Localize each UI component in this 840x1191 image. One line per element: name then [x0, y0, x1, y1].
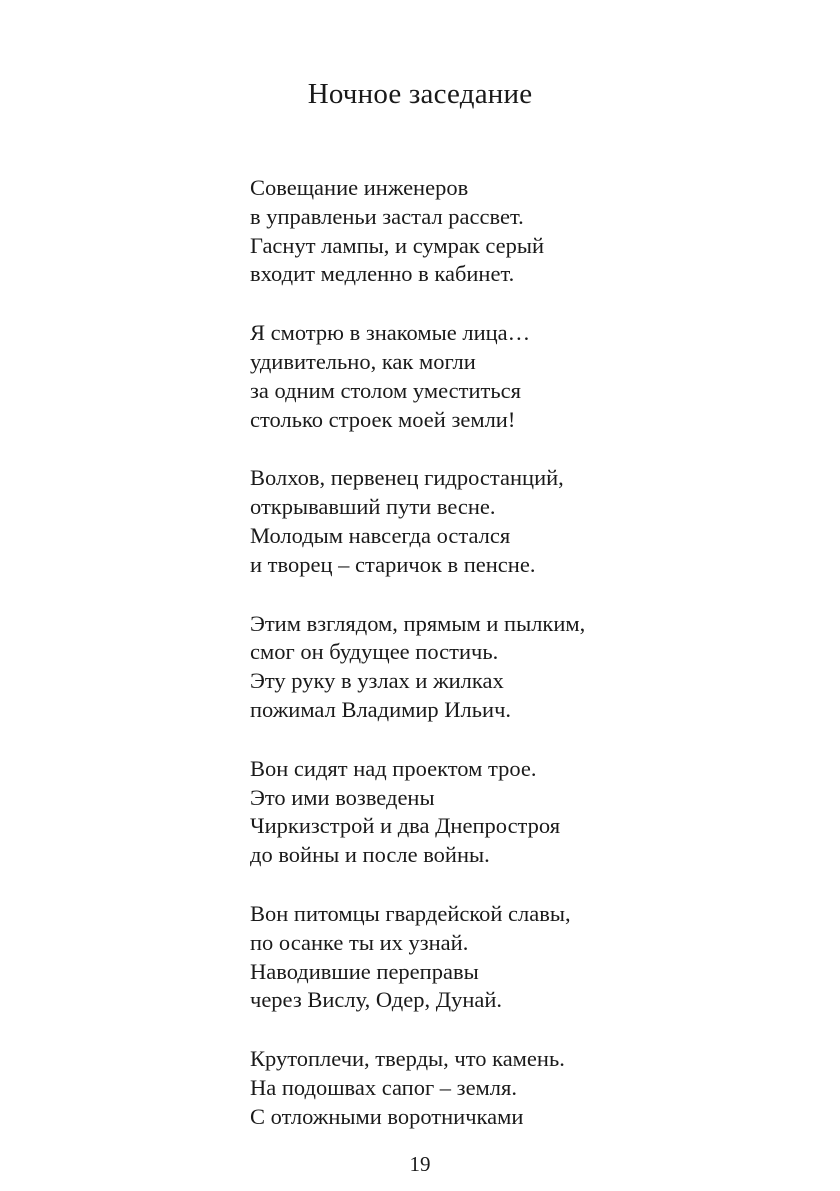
poem-line: Волхов, первенец гидростанций,	[250, 465, 564, 491]
poem-line: столько строек моей земли!	[250, 406, 516, 432]
poem-line: пожимал Владимир Ильич.	[250, 696, 512, 722]
poem-line: до войны и после войны.	[250, 842, 490, 868]
poem-line: Я смотрю в знакомые лица…	[250, 320, 531, 346]
stanza	[250, 319, 810, 434]
poem-line: С отложными воротничками	[250, 1103, 524, 1129]
poem-line: по осанке ты их узнай.	[250, 929, 469, 955]
poem-line: Крутоплечи, тверды, что камень.	[250, 1046, 565, 1072]
poem-line: Вон питомцы гвардейской славы,	[250, 900, 571, 926]
poem-line: Этим взглядом, прямым и пылким,	[250, 610, 586, 636]
stanza	[250, 900, 810, 1015]
poem-line: Гаснут лампы, и сумрак серый	[250, 232, 545, 258]
poem-line: открывавший пути весне.	[250, 494, 496, 520]
poem-line: Вон сидят над проектом трое.	[250, 755, 537, 781]
poem-line: удивительно, как могли	[250, 348, 476, 374]
poem-line: смог он будущее постичь.	[250, 639, 499, 665]
stanza	[250, 464, 810, 579]
poem-line: в управленьи застал рассвет.	[250, 203, 524, 229]
page-number: 19	[409, 1152, 431, 1176]
poem-line: Наводившие переправы	[250, 958, 479, 984]
poem-title: Ночное заседание	[307, 78, 533, 110]
poem-body	[250, 174, 810, 1162]
stanza	[250, 1045, 810, 1131]
stanza	[250, 755, 810, 870]
stanza	[250, 174, 810, 289]
poem-line: Совещание инженеров	[250, 175, 469, 200]
poem-line: за одним столом уместиться	[250, 377, 521, 403]
poem-line: входит медленно в кабинет.	[250, 261, 515, 287]
poem-line: Чиркизстрой и два Днепростроя	[250, 813, 561, 839]
poem-line: Молодым навсегда остался	[250, 522, 511, 548]
poem-line: Это ими возведены	[250, 784, 435, 810]
poem-line: через Вислу, Одер, Дунай.	[250, 987, 503, 1013]
poem-line: Эту руку в узлах и жилках	[250, 668, 504, 694]
poem-line: и творец – старичок в пенсне.	[250, 551, 536, 577]
poem-line: На подошвах сапог – земля.	[250, 1074, 518, 1100]
stanza	[250, 610, 810, 725]
